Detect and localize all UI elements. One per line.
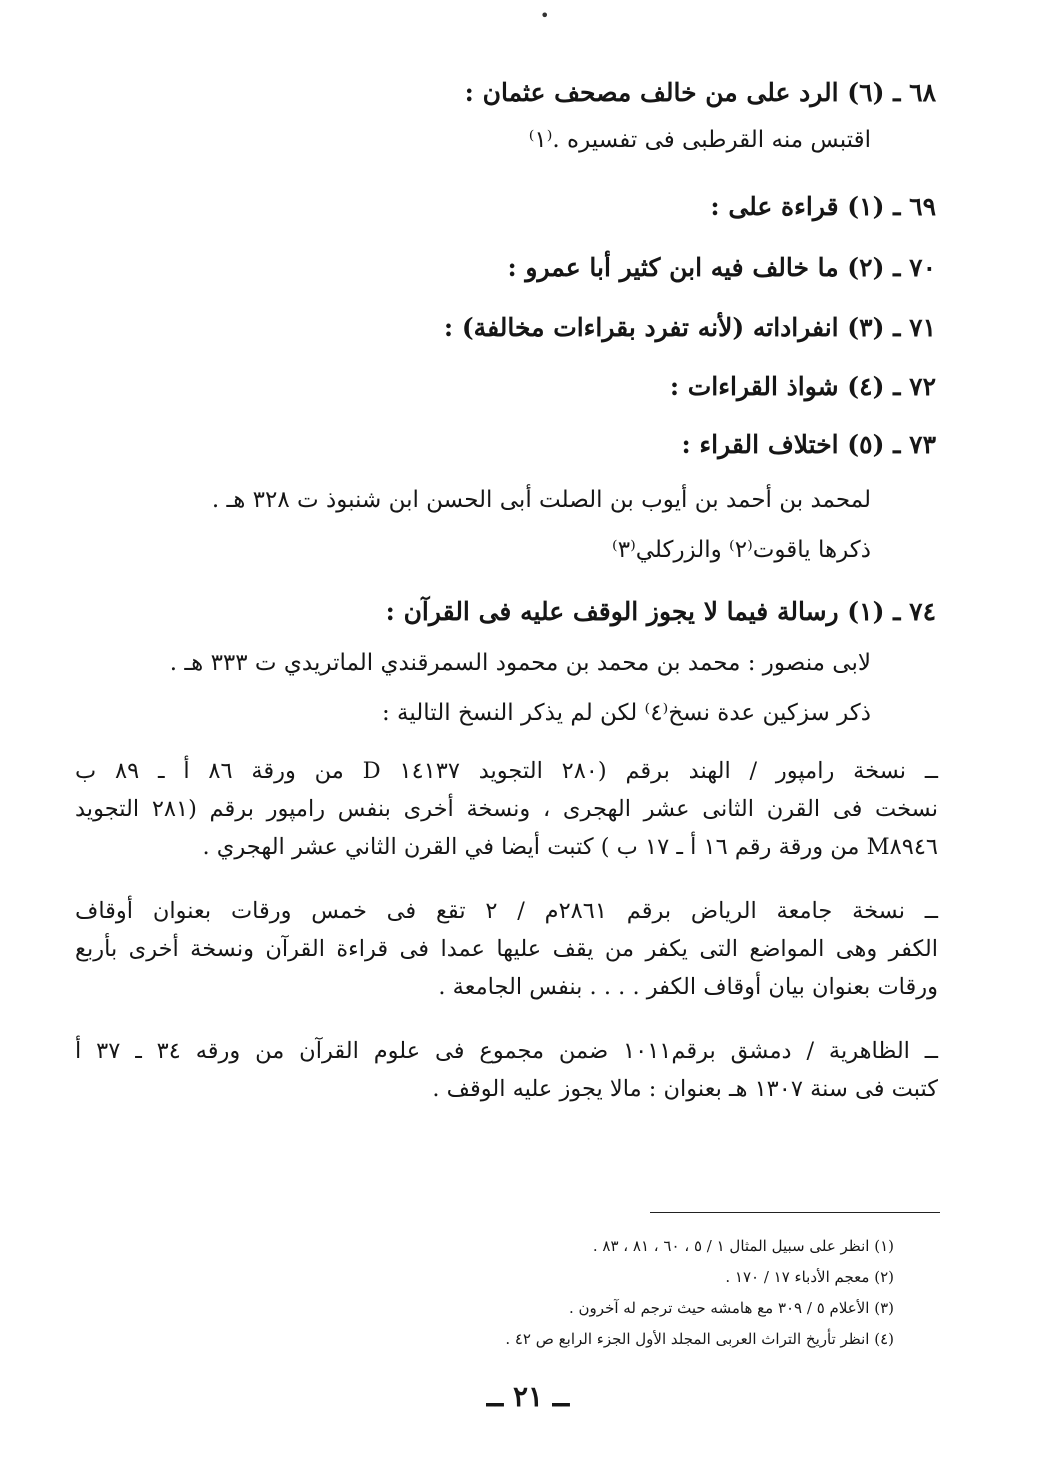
footnote-separator [650, 1212, 940, 1213]
paragraph-line: نسخت فى القرن الثانى عشر الهجرى ، ونسخة أخرى بنفس رامپور برقم (٢٨١ التجويد [75, 796, 938, 822]
paragraph-line: الكفر وهى المواضع التى يكفر من يقف عليها عمدا فى قراءة القرآن ونسخة أخرى بأربع [75, 936, 938, 962]
manuscript-paragraph-rampur [75, 752, 938, 866]
entry-73-heading: ٧٣ ـ (٥) اختلاف القراء : [681, 430, 936, 459]
paragraph-line: M٨٩٤٦ من ورقة رقم ١٦ أ ـ ١٧ ب ) كتبت أيضا في القرن الثاني عشر الهجري . [202, 834, 938, 860]
paragraph-line: ورقات بعنوان بيان أوقاف الكفر . . . . بنفس الجامعة . [438, 974, 938, 1000]
entry-71-heading: ٧١ ـ (٣) انفراداته (لأنه تفرد بقراءات مخالفة) : [443, 313, 936, 342]
paragraph-line: ــ نسخة رامپور / الهند برقم (٢٨٠ التجويد ١٤١٣٧ D من ورقة ٨٦ أ ـ ٨٩ ب [75, 758, 939, 784]
entry-74-author: لابى منصور : محمد بن محمد بن محمود السمرقندي الماتريدي ت ٣٣٣ هـ . [169, 650, 871, 676]
paragraph-line: ــ الظاهرية / دمشق برقم١٠١١ ضمن مجموع فى علوم القرآن من ورقه ٣٤ ـ ٣٧ أ [75, 1038, 938, 1064]
footnote-3: (٣) الأعلام ٥ / ٣٠٩ مع هامشه حيث ترجم له آخرون . [569, 1299, 894, 1317]
manuscript-paragraph-riyadh [75, 892, 938, 1006]
entry-73-author: لمحمد بن أحمد بن أيوب بن الصلت أبى الحسن ابن شنبوذ ت ٣٢٨ هـ . [211, 487, 871, 513]
entry-69-heading: ٦٩ ـ (١) قراءة على : [710, 192, 936, 221]
entry-74-heading: ٧٤ ـ (١) رسالة فيما لا يجوز الوقف عليه فى القرآن : [385, 597, 936, 626]
entry-72-heading: ٧٢ ـ (٤) شواذ القراءات : [669, 372, 936, 401]
entry-68-heading: ٦٨ ـ (٦) الرد على من خالف مصحف عثمان : [464, 78, 936, 107]
manuscript-paragraph-zahiriya [75, 1032, 938, 1108]
footnote-4: (٤) انظر تأريخ التراث العربى المجلد الأول الجزء الرابع ص ٤٢ . [505, 1330, 894, 1348]
footnote-1: (١) انظر على سبيل المثال ١ / ٥ ، ٦٠ ، ٨١ ، ٨٣ . [592, 1237, 894, 1255]
top-mark: • [540, 6, 550, 25]
entry-68-note: اقتبس منه القرطبى فى تفسيره .⁽١⁾ [528, 127, 871, 153]
entry-73-sources: ذكرها ياقوت⁽٢⁾ والزركلي⁽٣⁾ [612, 537, 871, 563]
entry-74-note: ذكر سزكين عدة نسخ⁽٤⁾ لكن لم يذكر النسخ التالية : [381, 700, 871, 726]
entry-70-heading: ٧٠ ـ (٢) ما خالف فيه ابن كثير أبا عمرو : [507, 253, 936, 282]
footnote-2: (٢) معجم الأدباء ١٧ / ١٧٠ . [725, 1268, 894, 1286]
paragraph-line: ــ نسخة جامعة الرياض برقم ٢٨٦١م / ٢ تقع فى خمس ورقات بعنوان أوقاف [75, 898, 938, 924]
paragraph-line: كتبت فى سنة ١٣٠٧ هـ بعنوان : مالا يجوز عليه الوقف . [432, 1076, 938, 1102]
page-number: ــ ٢١ ــ [486, 1380, 570, 1413]
